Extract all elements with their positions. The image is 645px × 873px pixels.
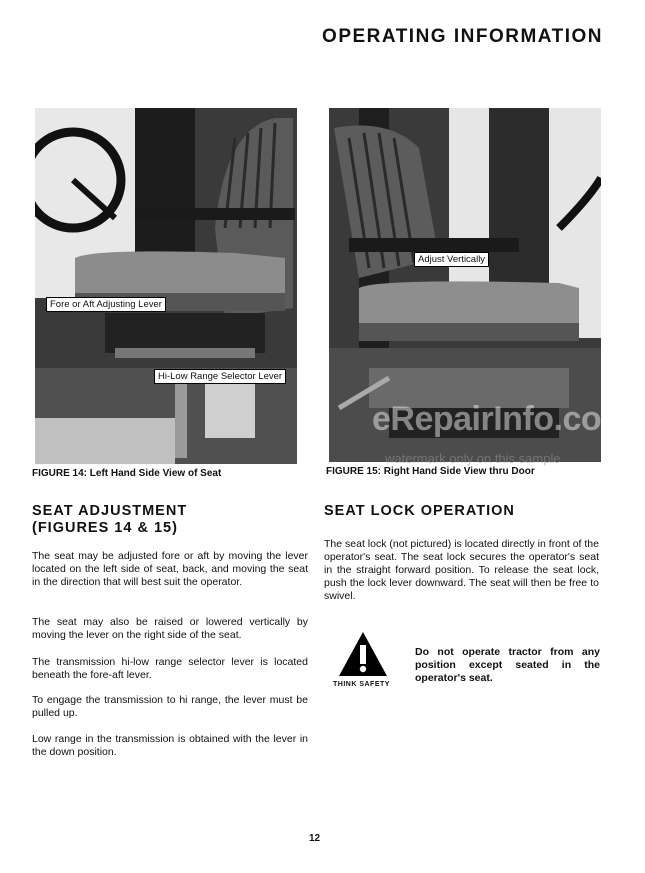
think-safety-label: THINK SAFETY xyxy=(333,681,390,688)
page-number: 12 xyxy=(309,833,321,844)
seat-adjustment-heading-line2: (FIGURES 14 & 15) xyxy=(32,520,178,536)
figure-14-drawing xyxy=(35,108,297,464)
page-header-title: OPERATING INFORMATION xyxy=(322,26,603,47)
seat-adjustment-para-3: The transmission hi-low range selector lever is located beneath the fore-aft lever. xyxy=(32,656,308,681)
warning-triangle-icon xyxy=(337,630,389,678)
seat-lock-paragraph: The seat lock (not pictured) is located directly in front of the operator's seat. The seat lock secures the operator's seat in the straight forward position. To release the seat lock, push the lock lever downward. The seat will then be free to swivel. xyxy=(324,538,599,602)
figure-14-caption: FIGURE 14: Left Hand Side View of Seat xyxy=(32,468,222,479)
figure-14-photo xyxy=(35,108,297,464)
seat-adjustment-para-1: The seat may be adjusted fore or aft by moving the lever located on the left side of seat, back, and moving the seat in the direction that will best suit the operator. xyxy=(32,550,308,588)
callout-fore-aft-lever: Fore or Aft Adjusting Lever xyxy=(46,297,166,312)
watermark-site: eRepairInfo.com xyxy=(372,400,631,438)
seat-adjustment-para-4: To engage the transmission to hi range, the lever must be pulled up. xyxy=(32,694,308,719)
seat-adjustment-heading-line1: SEAT ADJUSTMENT xyxy=(32,503,188,519)
seat-adjustment-heading xyxy=(32,503,187,537)
seat-adjustment-para-2: The seat may also be raised or lowered vertically by moving the lever on the right side of the seat. xyxy=(32,616,308,641)
warning-text: Do not operate tractor from any position except seated in the operator's seat. xyxy=(415,646,600,684)
figure-15-caption: FIGURE 15: Right Hand Side View thru Door xyxy=(326,466,535,477)
callout-hi-low-lever: Hi-Low Range Selector Lever xyxy=(154,369,286,384)
watermark-note: watermark only on this sample xyxy=(385,451,561,466)
seat-adjustment-para-5: Low range in the transmission is obtained with the lever in the down position. xyxy=(32,733,308,758)
callout-adjust-vertically: Adjust Vertically xyxy=(414,252,489,267)
seat-lock-heading: SEAT LOCK OPERATION xyxy=(324,503,515,519)
